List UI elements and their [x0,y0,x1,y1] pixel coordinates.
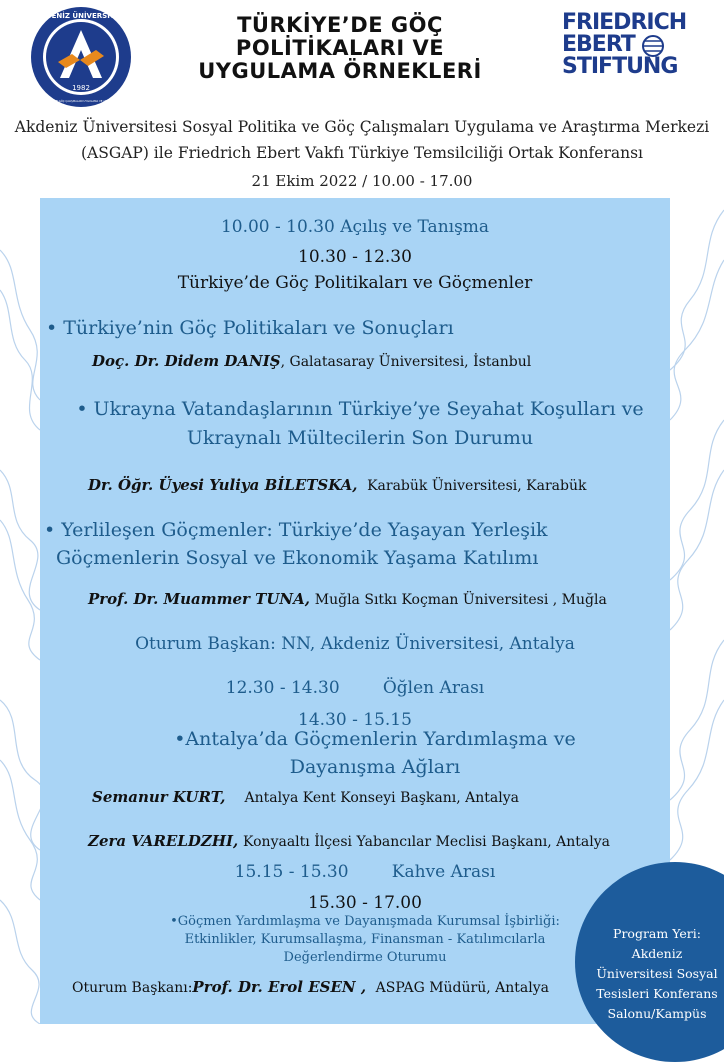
logo-arc-text: AKDENİZ ÜNİVERSİTESİ [35,12,127,20]
talk6-line-3: Değerlendirme Oturumu [283,950,447,965]
talk2-title-line-1: • Ukrayna Vatandaşlarının Türkiye’ye Seyahat Koşulları ve [76,398,644,420]
talk4-title-line-2: Dayanışma Ağları [289,756,461,778]
talk3-title-line-2: Göçmenlerin Sosyal ve Ekonomik Yaşama Katılımı [56,547,539,569]
session3-chair-name: Prof. Dr. Erol ESEN , [192,978,367,996]
session3-time: 15.30 - 17.00 [308,893,422,913]
session2-time: 14.30 - 15.15 [298,710,412,730]
session3-chair-label: Oturum Başkanı: [72,980,193,996]
talk4-title-line-1: •Antalya’da Göçmenlerin Yardımlaşma ve [174,728,576,750]
event-date: 21 Ekim 2022 / 10.00 - 17.00 [251,172,473,190]
talk1-speaker: Doç. Dr. Didem DANIŞ [92,352,281,370]
page-title [170,14,510,83]
subtitle-line-1: Akdeniz Üniversitesi Sosyal Politika ve Göç Çalışmaları Uygulama ve Araştırma Merkezi [14,118,710,136]
talk2-title-line-2: Ukraynalı Mültecilerin Son Durumu [186,427,534,449]
talk2-affiliation: Karabük Üniversitesi, Karabük [367,478,587,494]
lunch-break: 12.30 - 14.30 Öğlen Arası [225,678,485,698]
fes-logo-line-2: EBERT [562,32,635,57]
title-line-2: POLİTİKALARI VE [235,36,445,60]
talk3-speaker: Prof. Dr. Muammer TUNA, [88,590,310,608]
session1-time: 10.30 - 12.30 [298,247,412,267]
talk6-line-2: Etkinlikler, Kurumsallaşma, Finansman - Katılımcılarla [184,932,546,947]
fes-logo [562,12,702,78]
talk3-affiliation: Muğla Sıtkı Koçman Üniversitesi , Muğla [314,592,607,608]
venue-line-3: Tesisleri Konferans [596,986,718,1001]
venue-line-2: Üniversitesi Sosyal [596,966,718,981]
talk1-title: • Türkiye’nin Göç Politikaları ve Sonuçları [46,317,454,339]
talk2-speaker: Dr. Öğr. Üyesi Yuliya BİLETSKA, [88,476,358,494]
venue-line-1: Program Yeri: Akdeniz [613,926,701,961]
subtitle-line-2: (ASGAP) ile Friedrich Ebert Vakfı Türkiye Temsilciliği Ortak Konferansı [80,144,644,162]
talk2-speaker-row [88,476,668,494]
fes-logo-line-1: FRIEDRICH [562,10,687,35]
coffee-break: 15.15 - 15.30 Kahve Arası [234,862,496,882]
logo-bottom-arc: SOSYAL POLİTİKA VE GÖÇ ÇALIŞMALARI UYGULAMA VE ARAŞTIRMA MERKEZİ [31,100,131,103]
session1-title: Türkiye’de Göç Politikaları ve Göçmenler [177,273,533,293]
session3-chair-row [72,978,592,996]
title-line-3: UYGULAMA ÖRNEKLERİ [198,59,482,83]
venue-text [587,924,724,1024]
logo-year: 1982 [72,84,90,92]
talk4-affiliation: Antalya Kent Konseyi Başkanı, Antalya [244,790,519,806]
session3-chair-affiliation: ASPAG Müdürü, Antalya [375,980,549,996]
talk6-line-1: •Göçmen Yardımlaşma ve Dayanışmada Kurumsal İşbirliği: [170,914,560,929]
talk5-affiliation: Konyaaltı İlçesi Yabancılar Meclisi Başkanı, Antalya [243,834,610,850]
title-line-1: TÜRKİYE’DE GÖÇ [237,13,443,37]
akdeniz-university-logo [30,6,132,108]
talk3-title-line-1: • Yerlileşen Göçmenler: Türkiye’de Yaşayan Yerleşik [44,519,548,541]
session1-chair: Oturum Başkan: NN, Akdeniz Üniversitesi, Antalya [135,634,575,654]
talk1-speaker-row [92,352,662,370]
venue-line-4: Salonu/Kampüs [607,1006,707,1021]
talk4-speaker-row [92,788,672,806]
fes-logo-line-3: STIFTUNG [562,54,678,79]
fes-logo-line-2-wrap [562,34,702,56]
opening-session: 10.00 - 10.30 Açılış ve Tanışma [220,217,490,237]
globe-icon [642,35,664,57]
talk4-speaker: Semanur KURT, [92,788,226,806]
talk1-affiliation: , Galatasaray Üniversitesi, İstanbul [280,354,532,370]
talk3-speaker-row [88,590,668,608]
talk5-speaker: Zera VARELDZHI, [88,832,239,850]
talk5-speaker-row [88,832,688,850]
